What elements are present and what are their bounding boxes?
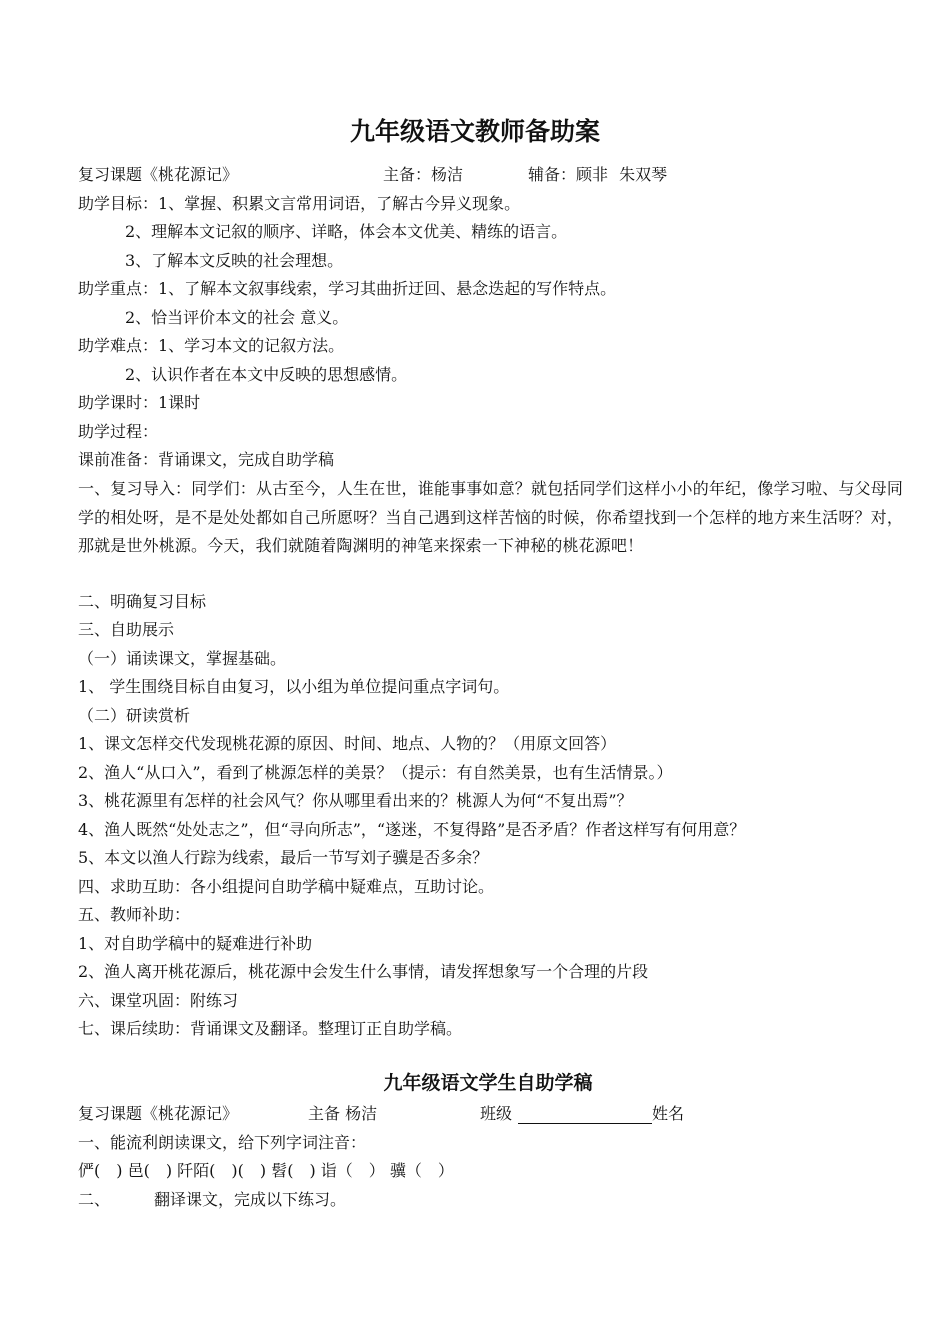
difficulty-item: 2、认识作者在本文中反映的思想感情。 <box>125 365 408 384</box>
student-lead: 主备 杨洁 <box>308 1104 378 1123</box>
question-two-text: 翻译课文，完成以下练习。 <box>154 1190 347 1209</box>
difficulty-line: 助学难点：1、学习本文的记叙方法。 <box>78 336 345 355</box>
question-two-number: 二、 <box>78 1190 111 1209</box>
step-item: 1、课文怎样交代发现桃花源的原因、时间、地点、人物的？（用原文回答） <box>78 734 617 753</box>
key-points-line: 助学重点：1、了解本文叙事线索，学习其曲折迂回、悬念迭起的写作特点。 <box>78 279 617 298</box>
topic-label: 复习课题《桃花源记》 <box>78 165 239 184</box>
step-item: 五、教师补助： <box>78 905 191 924</box>
step-item: 2、渔人离开桃花源后，桃花源中会发生什么事情，请发挥想象写一个合理的片段 <box>78 962 649 981</box>
step-item: 5、本文以渔人行踪为线索，最后一节写刘子骥是否多余？ <box>78 848 489 867</box>
step-item: 三、自助展示 <box>78 620 175 639</box>
step-item: 七、课后续助：背诵课文及翻译。整理订正自助学稿。 <box>78 1019 463 1038</box>
assistant-teachers: 辅备：顾非 朱双琴 <box>528 165 668 184</box>
name-label: 姓名 <box>652 1104 685 1123</box>
goal-item: 3、了解本文反映的社会理想。 <box>125 251 344 270</box>
class-field[interactable] <box>480 1104 684 1124</box>
step-item: （一）诵读课文，掌握基础。 <box>78 649 287 668</box>
student-sheet-title: 九年级语文学生自助学稿 <box>383 1072 593 1094</box>
preparation: 课前准备：背诵课文，完成自助学稿 <box>78 450 335 469</box>
intro-paragraph: 一、复习导入：同学们：从古至今，人生在世，谁能事事如意？就包括同学们这样小小的年纪，像学习啦、与父母同学的相处呀，是不是处处都如自己所愿呀？当自己遇到这样苦恼的时候，你希望找到一个怎样的地方来生活呀？对，那就是世外桃源。今天，我们就随着陶渊明的神笔来探索一下神秘的桃花源吧！ <box>78 479 903 555</box>
step-item: 六、课堂巩固：附练习 <box>78 991 239 1010</box>
pinyin-items: 俨( ) 邑( ) 阡陌( )( ) 髫( ) 诣（ ） 骥（ ） <box>78 1161 454 1180</box>
question-two <box>78 1190 902 1210</box>
step-item: 二、明确复习目标 <box>78 592 207 611</box>
student-topic: 复习课题《桃花源记》 <box>78 1104 239 1123</box>
page-title: 九年级语文教师备助案 <box>349 117 600 146</box>
step-item: 1、对自助学稿中的疑难进行补助 <box>78 934 313 953</box>
class-label: 班级 <box>480 1104 513 1123</box>
student-header <box>78 1104 902 1124</box>
class-blank[interactable] <box>518 1107 652 1124</box>
process-label: 助学过程： <box>78 422 159 441</box>
teacher-header <box>78 165 902 185</box>
step-item: 3、桃花源里有怎样的社会风气？你从哪里看出来的？桃源人为何“不复出焉”？ <box>78 791 633 810</box>
step-item: 四、求助互助：各小组提问自助学稿中疑难点，互助讨论。 <box>78 877 495 896</box>
step-item: 4、渔人既然“处处志之”，但“寻向所志”，“遂迷，不复得路”是否矛盾？作者这样写有何用意？ <box>78 820 746 839</box>
key-point-item: 2、恰当评价本文的社会 意义。 <box>125 308 349 327</box>
question-one: 一、能流利朗读课文，给下列字词注音： <box>78 1133 367 1152</box>
goals-line: 助学目标：1、掌握、积累文言常用词语，了解古今异义现象。 <box>78 194 521 213</box>
lesson-hours: 助学课时：1课时 <box>78 393 201 412</box>
step-item: 1、 学生围绕目标自由复习，以小组为单位提问重点字词句。 <box>78 677 510 696</box>
goal-item: 2、理解本文记叙的顺序、详略，体会本文优美、精练的语言。 <box>125 222 568 241</box>
step-item: 2、渔人“从口入”，看到了桃源怎样的美景？（提示：有自然美景，也有生活情景。） <box>78 763 673 782</box>
step-item: （二）研读赏析 <box>78 706 191 725</box>
lead-teacher: 主备：杨洁 <box>383 165 464 184</box>
